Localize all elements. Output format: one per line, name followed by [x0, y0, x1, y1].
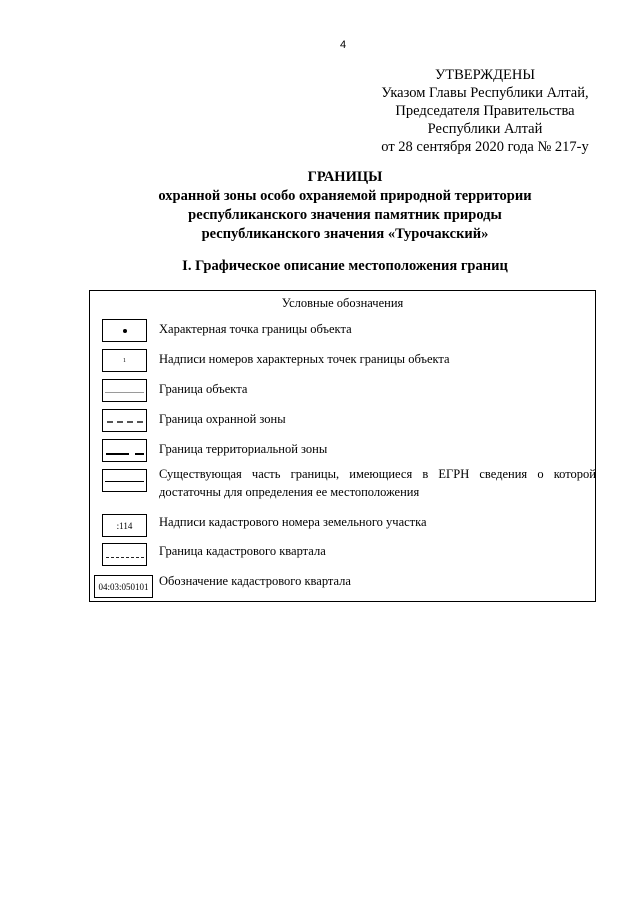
approval-line-3: Республики Алтай [427, 121, 543, 137]
point-marker-icon [102, 319, 147, 342]
fine-dashed-line-icon [102, 543, 147, 566]
approval-line-1: Указом Главы Республики Алтай, [381, 85, 589, 101]
title-line-2: республиканского значения памятник природы [188, 207, 502, 223]
legend-label: Граница объекта [159, 382, 248, 396]
approval-stamp [360, 66, 610, 156]
thin-solid-line-icon [102, 379, 147, 402]
legend-label: Существующая часть границы, имеющиеся в ЕГРН сведения о которой достаточны для определения ее местоположения [159, 467, 596, 499]
title-line-3: республиканского значения «Турочакский» [201, 226, 489, 242]
dashed-line-icon [102, 409, 147, 432]
legend-label: Граница охранной зоны [159, 412, 286, 426]
legend-label: Надписи кадастрового номера земельного участка [159, 515, 427, 529]
document-title [40, 168, 640, 244]
parcel-number-icon: :114 [102, 514, 147, 537]
legend-label: Граница кадастрового квартала [159, 544, 326, 558]
legend-label: Граница территориальной зоны [159, 442, 328, 456]
point-number-icon: 1 [102, 349, 147, 372]
title-heading: ГРАНИЦЫ [307, 169, 383, 185]
long-short-dash-line-icon [102, 439, 147, 462]
approval-line-4: от 28 сентября 2020 года № 217-у [381, 139, 589, 155]
title-line-1: охранной зоны особо охраняемой природной территории [158, 188, 532, 204]
legend-table [89, 290, 596, 602]
quarter-code-icon: 04:03:050101 [94, 575, 153, 598]
legend-title: Условные обозначения [281, 296, 404, 310]
legend-label: Надписи номеров характерных точек границы объекта [159, 352, 450, 366]
legend-label: Обозначение кадастрового квартала [159, 574, 351, 588]
solid-line-icon [102, 469, 147, 492]
approval-heading: УТВЕРЖДЕНЫ [434, 67, 536, 83]
section-heading: I. Графическое описание местоположения границ [182, 258, 508, 274]
page-number: 4 [339, 39, 347, 51]
legend-label: Характерная точка границы объекта [159, 322, 352, 336]
approval-line-2: Председателя Правительства [395, 103, 575, 119]
